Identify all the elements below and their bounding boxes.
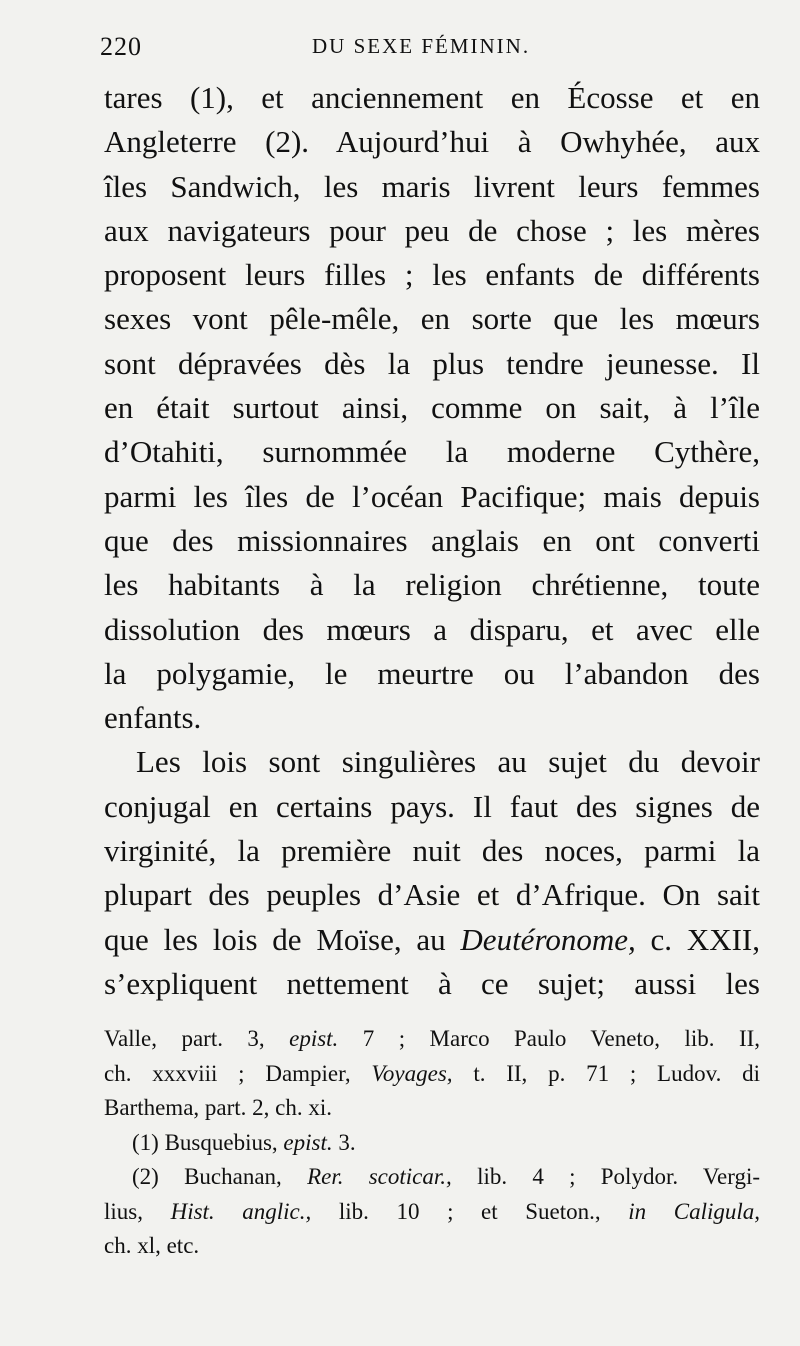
text-line: Les lois sont singulières au sujet du devoir — [136, 744, 760, 780]
note-italic: Hist. anglic., — [170, 1198, 312, 1224]
main-text — [104, 76, 760, 1006]
page-header — [100, 30, 760, 70]
text-line: conjugal en certains pays. Il faut des signes de — [104, 788, 760, 824]
note-text: lib. 4 ; Polydor. Vergi- — [477, 1164, 760, 1189]
note-text: ch. xxxviii ; Dampier, — [104, 1060, 351, 1086]
note-text: t. II, p. 71 ; Ludov. di — [473, 1060, 761, 1086]
text-line: parmi les îles de l’océan Pacifique; mais depuis — [104, 478, 760, 514]
text-line: plupart des peuples d’Asie et d’Afrique. On sait — [104, 877, 760, 913]
note-text: Valle, part. 3, — [104, 1026, 265, 1051]
text-line: tares (1), et anciennement en Écosse et en — [104, 80, 760, 115]
text-line: virginité, la première nuit des noces, parmi la — [104, 833, 760, 869]
book-title: Deutéronome, — [460, 921, 636, 957]
footnote-2 — [104, 1160, 760, 1195]
note-text: 3. — [338, 1129, 356, 1155]
text-line: s’expliquent nettement à ce sujet; aussi les — [104, 965, 760, 1001]
footnote-line — [104, 1057, 760, 1092]
note-text: (2) Buchanan, — [132, 1164, 282, 1189]
text-line: d’Otahiti, surnommée la moderne Cythère, — [104, 434, 760, 470]
text-line: îles Sandwich, les maris livrent leurs femmes — [104, 168, 760, 204]
text-line: dissolution des mœurs a disparu, et avec elle — [104, 611, 760, 647]
text-line: enfants. — [104, 700, 202, 736]
footnote-1 — [104, 1126, 760, 1161]
text-line: les habitants à la religion chrétienne, toute — [104, 567, 760, 603]
note-italic: in Caligula, — [628, 1198, 760, 1224]
chapter-reference: c. XXII, — [650, 921, 761, 957]
note-italic: epist. — [289, 1026, 339, 1051]
text-line: la polygamie, le meurtre ou l’abandon des — [104, 655, 760, 691]
text-line: Angleterre (2). Aujourd’hui à Owhyhée, aux — [104, 124, 760, 160]
note-text: lius, — [104, 1198, 143, 1224]
note-text: lib. 10 ; et Sueton., — [338, 1198, 601, 1224]
footnote-line: ch. xl, etc. — [104, 1233, 200, 1258]
text-line: proposent leurs filles ; les enfants de différents — [104, 257, 760, 293]
footnote-line — [104, 1022, 760, 1057]
text-line: en était surtout ainsi, comme on sait, à l’île — [104, 390, 760, 426]
text-line: sont dépravées dès la plus tendre jeunesse. Il — [104, 345, 760, 381]
text-line: que des missionnaires anglais en ont converti — [104, 522, 760, 558]
note-italic: Rer. scoticar., — [307, 1164, 452, 1189]
footnote-line — [104, 1195, 760, 1230]
text-fragment: que les lois de Moïse, au — [104, 921, 446, 957]
text-line: sexes vont pêle-mêle, en sorte que les mœurs — [104, 301, 760, 337]
footnote-line: Barthema, part. 2, ch. xi. — [104, 1095, 333, 1120]
text-line: aux navigateurs pour peu de chose ; les mères — [104, 212, 760, 248]
text-line-with-citation — [104, 918, 760, 962]
note-italic: Voyages, — [371, 1060, 453, 1086]
page-number: 220 — [100, 32, 142, 61]
note-text: 7 ; Marco Paulo Veneto, lib. II, — [362, 1026, 761, 1051]
running-title: DU SEXE FÉMININ. — [312, 34, 531, 58]
note-text: (1) Busquebius, — [132, 1129, 278, 1155]
footnotes — [104, 1022, 760, 1264]
note-italic: epist. — [283, 1129, 333, 1155]
